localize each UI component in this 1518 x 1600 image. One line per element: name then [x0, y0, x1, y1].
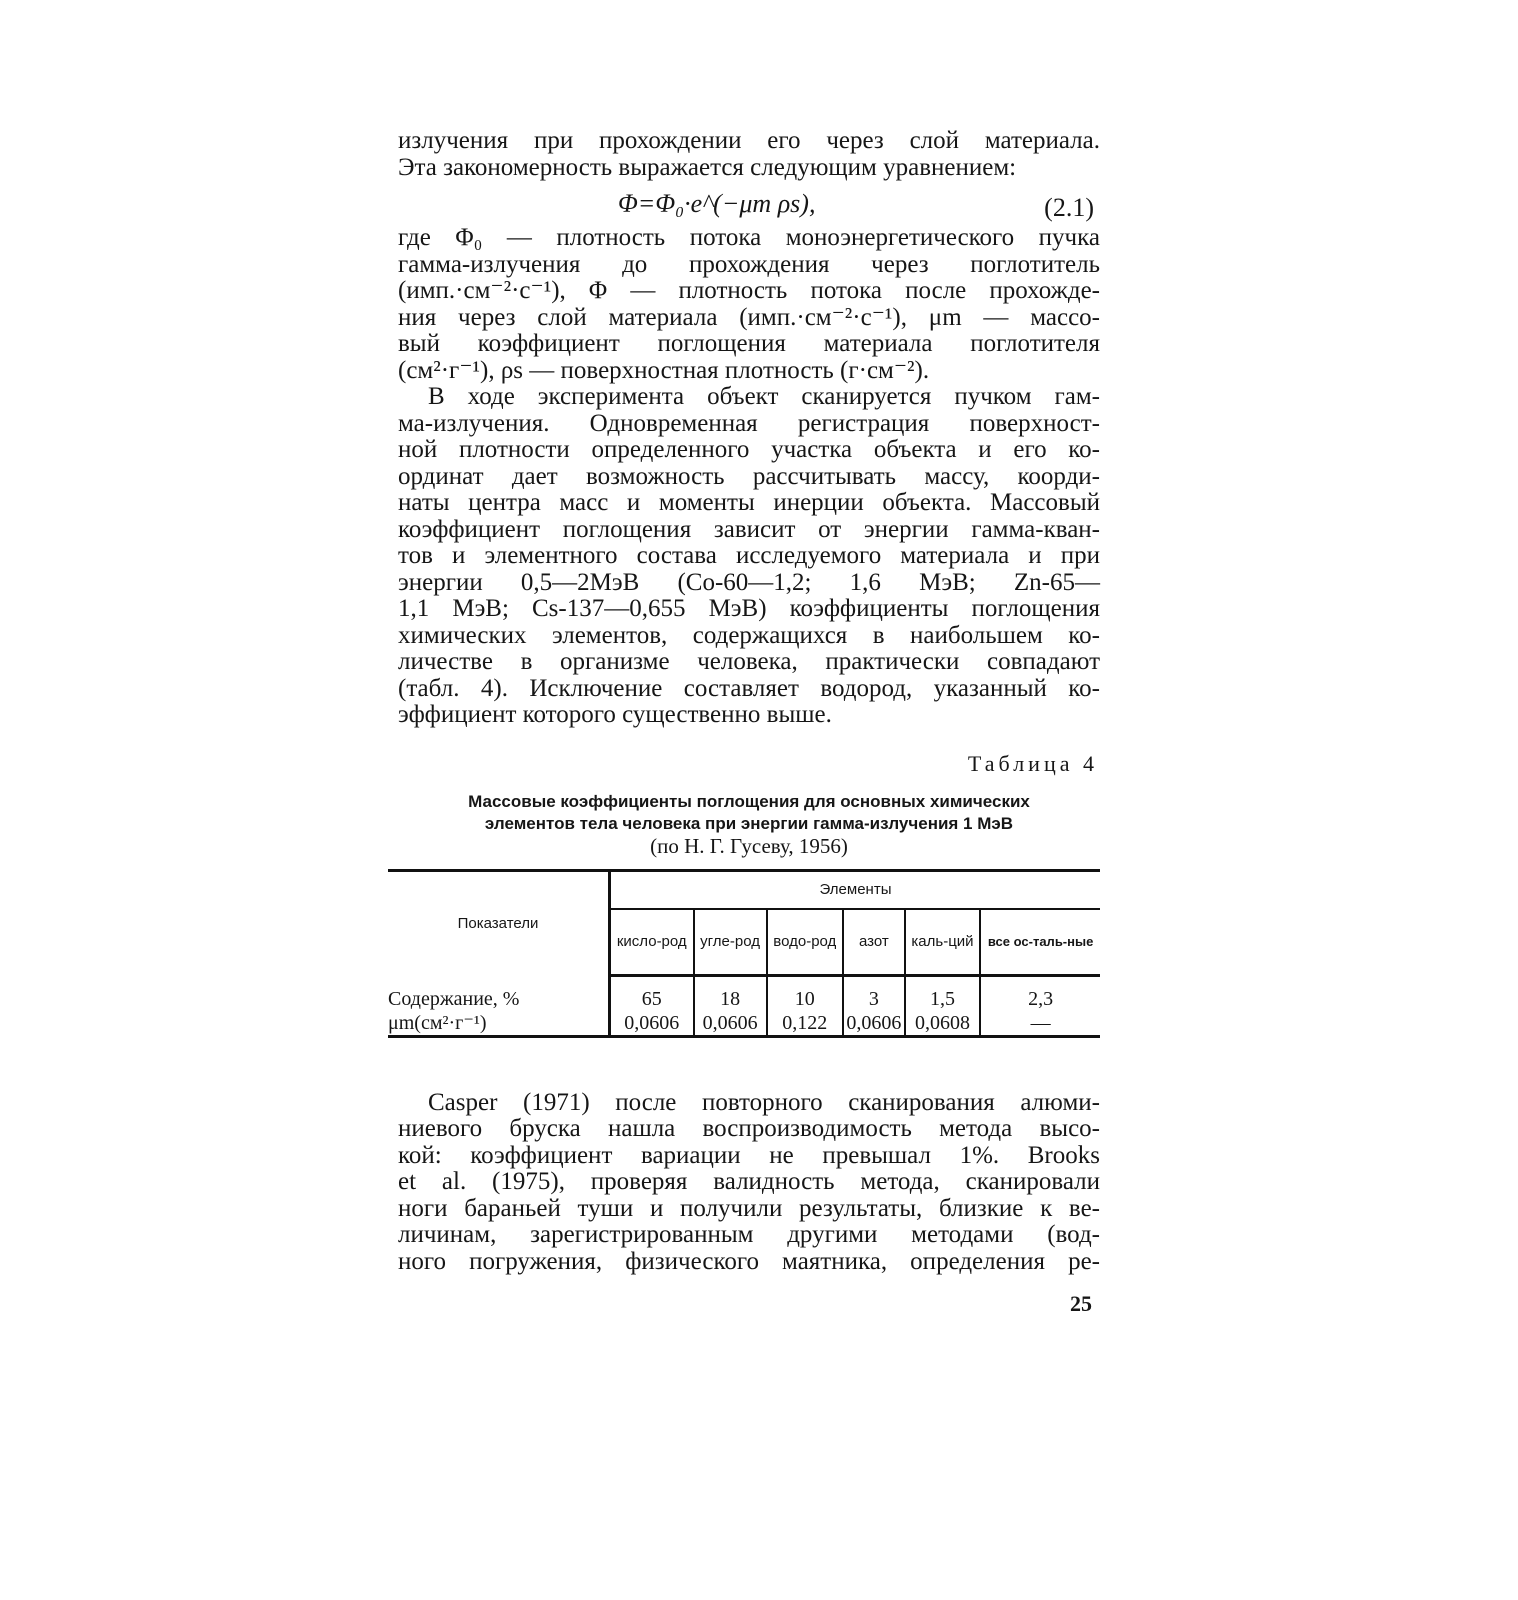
- table-caption: [398, 791, 1100, 857]
- formula-number: (2.1): [1044, 193, 1094, 222]
- column-header: угле-род: [694, 909, 767, 976]
- page-number: 25: [1070, 1291, 1092, 1316]
- text-line: et al. (1975), проверяя валидность метода, сканировали: [398, 1168, 1100, 1195]
- group-header: Элементы: [610, 870, 1101, 909]
- table-cell: 0,0608: [905, 1011, 981, 1037]
- text-line: Эта закономерность выражается следующим уравнением:: [398, 153, 1017, 181]
- text-line: ной плотности определенного участка объекта и его ко-: [398, 436, 1100, 463]
- text-line: наты центра масс и моменты инерции объекта. Массовый: [398, 489, 1100, 516]
- row-label: μm(см²·г⁻¹): [388, 1011, 610, 1037]
- paragraph-experiment: [398, 384, 1100, 729]
- text-line: ординат дает возможность рассчитывать массу, коорди-: [398, 462, 1100, 490]
- column-header: каль-ций: [905, 909, 981, 976]
- paragraph-definitions: [398, 225, 1100, 384]
- table-cell: 10: [767, 987, 843, 1011]
- text-line: кой: коэффициент вариации не превышал 1%. Brooks: [398, 1141, 1100, 1169]
- table-cell: 18: [694, 987, 767, 1011]
- book-page: [388, 127, 1100, 1317]
- text-line: ного погружения, физического маятника, определения ре-: [398, 1247, 1100, 1275]
- text-line: Casper (1971) после повторного сканирования алюми-: [428, 1088, 1100, 1116]
- formula-expression: Φ=Φ₀·e^(−μm ρs),: [618, 189, 816, 218]
- table-caption-line: Массовые коэффициенты поглощения для основных химических: [468, 791, 1030, 811]
- table-cell: 0,122: [767, 1011, 843, 1037]
- table-cell: 65: [610, 987, 694, 1011]
- paragraph-casper: [398, 1090, 1100, 1276]
- text-line: В ходе эксперимента объект сканируется пучком гам-: [428, 383, 1100, 410]
- table-cell: 0,0606: [694, 1011, 767, 1037]
- text-line: (табл. 4). Исключение составляет водород, указанный ко-: [398, 674, 1100, 702]
- table-cell: 1,5: [905, 987, 981, 1011]
- column-header: все ос-таль-ные: [980, 909, 1100, 976]
- table-cell: 0,0606: [610, 1011, 694, 1037]
- table-cell: 3: [843, 987, 905, 1011]
- text-line: личестве в организме человека, практически совпадают: [398, 648, 1100, 675]
- column-header: водо-род: [767, 909, 843, 976]
- text-line: вый коэффициент поглощения материала поглотителя: [398, 330, 1100, 357]
- row-label: Содержание, %: [388, 987, 610, 1011]
- text-line: излучения при прохождении его через слой материала.: [398, 127, 1100, 154]
- text-line: коэффициент поглощения зависит от энергии гамма-кван-: [398, 515, 1100, 543]
- column-header: азот: [843, 909, 905, 976]
- text-line: ма-излучения. Одновременная регистрация поверхност-: [398, 409, 1100, 437]
- formula-block: [398, 185, 1100, 225]
- table-cell: —: [980, 1011, 1100, 1037]
- text-line: 1,1 МэВ; Cs-137—0,655 МэВ) коэффициенты поглощения: [398, 595, 1100, 622]
- row-header: Показатели: [388, 870, 610, 975]
- column-header: кисло-род: [610, 909, 694, 976]
- text-line: ноги бараньей туши и получили результаты, близкие к ве-: [398, 1194, 1100, 1222]
- absorption-table: [388, 869, 1100, 1038]
- table-cell: 2,3: [1028, 987, 1054, 1010]
- table-cell: 0,0606: [843, 1011, 905, 1037]
- text-line: гамма-излучения до прохождения через поглотитель: [398, 250, 1100, 278]
- table-row: [388, 1011, 1100, 1037]
- text-line: личинам, зарегистрированным другими методами (вод-: [398, 1221, 1100, 1248]
- table-row: [388, 987, 1100, 1011]
- table-caption-source: (по Н. Г. Гусеву, 1956): [650, 833, 848, 858]
- text-line: где Φ₀ — плотность потока моноэнергетического пучка: [398, 224, 1100, 251]
- text-line: (см²·г⁻¹), ρs — поверхностная плотность (г·см⁻²).: [398, 356, 930, 384]
- text-line: ния через слой материала (имп.·см⁻²·с⁻¹), μm — массо-: [398, 303, 1100, 331]
- text-line: тов и элементного состава исследуемого материала и при: [398, 542, 1100, 569]
- table-number: Таблица 4: [967, 750, 1098, 776]
- text-line: (имп.·см⁻²·с⁻¹), Φ — плотность потока после прохожде-: [398, 277, 1100, 304]
- text-line: энергии 0,5—2МэВ (Co-60—1,2; 1,6 МэВ; Zn-65—: [398, 568, 1100, 596]
- text-line: эффициент которого существенно выше.: [398, 701, 832, 728]
- table-caption-line: элементов тела человека при энергии гамма-излучения 1 МэВ: [484, 813, 1014, 833]
- text-line: химических элементов, содержащихся в наибольшем ко-: [398, 621, 1100, 649]
- text-line: ниевого бруска нашла воспроизводимость метода высо-: [398, 1115, 1100, 1142]
